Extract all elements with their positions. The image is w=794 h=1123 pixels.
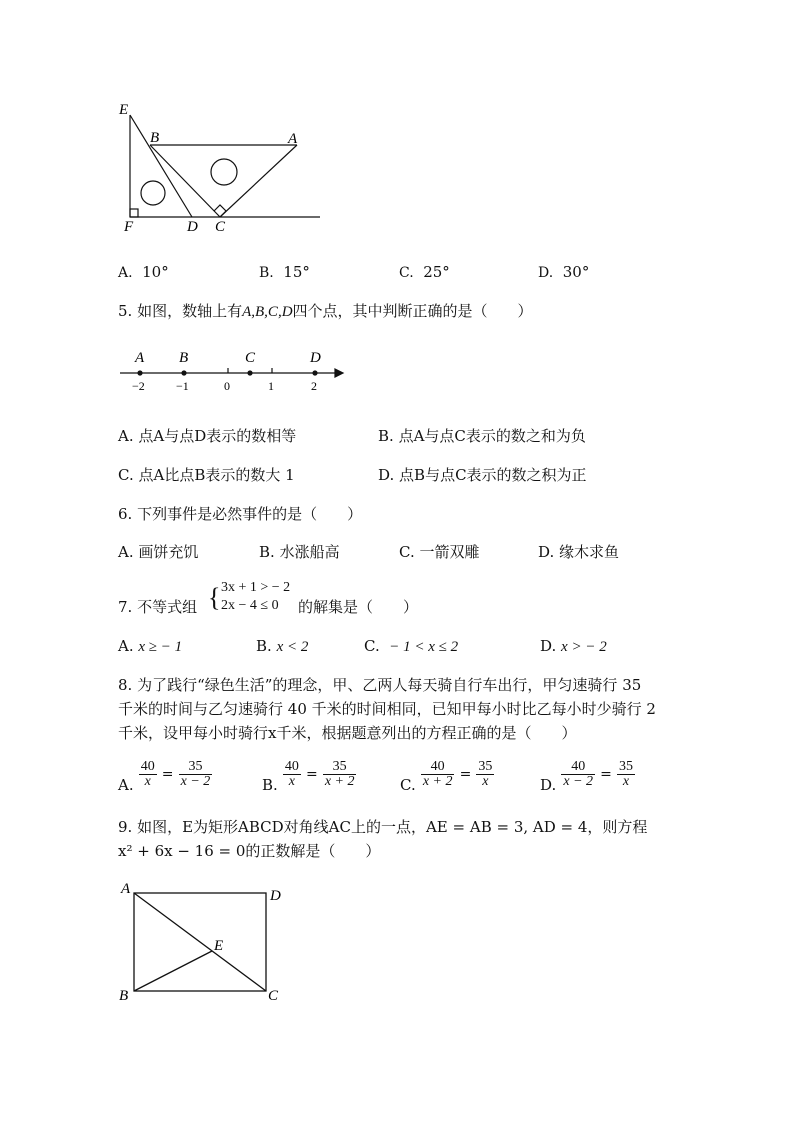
axis-arrow [335,369,343,377]
q4-option-c[interactable]: C. 25° [399,263,450,281]
q8-line3: 千米，设甲每小时骑行x千米，根据题意列出的方程正确的是（ ） [118,724,577,742]
label-d: D [187,219,198,235]
q6-option-a[interactable]: A. 画饼充饥 [118,543,199,561]
q7-ineq2: 2x − 4 ≤ 0 [221,598,279,613]
q9-line2: x² + 6x − 16 = 0的正数解是（ ） [118,842,381,860]
q5-option-b[interactable]: B. 点A与点C表示的数之和为负 [378,427,586,445]
q8-line1: 8. 为了践行“绿色生活”的理念，甲、乙两人每天骑自行车出行，甲匀速骑行 35 [118,676,642,694]
label-a: A [135,350,145,366]
q6-stem: 6. 下列事件是必然事件的是（ ） [118,505,363,523]
q8-option-a[interactable]: A. $\frac{40}{x}$ = $\frac{35}{x - 2}$ [118,759,211,794]
label-c: C [268,988,279,1004]
fraction-left: $\frac{40}{x - 2}$ [563,759,594,789]
label-c: C [215,219,226,235]
tick-label-neg1: −1 [176,379,189,393]
q5-option-d[interactable]: D. 点B与点C表示的数之积为正 [378,466,587,484]
q7-system [221,579,290,615]
q4-option-d[interactable]: D. 30° [538,263,590,281]
fraction-left: $\frac{40}{x}$ [284,759,299,789]
label-b: B [150,130,160,146]
point-b [181,370,186,375]
tick-label-2: 2 [311,379,317,393]
label-f: F [124,219,134,235]
q9-rectangle-figure [112,878,292,1006]
tick-label-neg2: −2 [132,379,145,393]
fraction-right: $\frac{35}{x}$ [478,759,493,789]
point-d [312,370,317,375]
segment-be [134,951,212,991]
q6-option-b[interactable]: B. 水涨船高 [259,543,340,561]
q6-option-d[interactable]: D. 缘木求鱼 [538,543,620,561]
label-d: D [310,350,321,366]
q7-number: 7. 不等式组 [118,598,198,616]
label-b: B [119,988,129,1004]
q8-option-c[interactable]: C. $\frac{40}{x + 2}$ = $\frac{35}{x}$ [400,759,493,794]
line-ac [220,145,297,217]
right-angle-f [130,209,138,217]
tick-label-0: 0 [224,379,230,393]
q7-option-a[interactable]: A. x ≥ − 1 [118,637,183,655]
number-line [115,345,345,395]
label-a: A [288,131,298,147]
label-b: B [179,350,189,366]
tick-label-1: 1 [268,379,274,393]
label-c: C [245,350,256,366]
circle-left [141,181,165,205]
q7-stem-post: 的解集是（ ） [298,598,419,616]
q8-line2: 千米的时间与乙匀速骑行 40 千米的时间相同，已知甲每小时比乙每小时少骑行 2 [118,700,656,718]
point-c [247,370,252,375]
q7-option-d[interactable]: D. x > − 2 [540,637,607,655]
q7-option-c[interactable]: C. − 1 < x ≤ 2 [364,637,459,655]
q5-option-c[interactable]: C. 点A比点B表示的数大 1 [118,466,295,484]
diagonal-ac [134,893,266,991]
label-d: D [270,888,281,904]
q8-option-d[interactable]: D. $\frac{40}{x - 2}$ = $\frac{35}{x}$ [540,759,633,794]
fraction-left: $\frac{40}{x}$ [140,759,155,789]
q4-figure [110,95,330,240]
q7-ineq1: 3x + 1 > − 2 [221,580,291,595]
circle-right [211,159,237,185]
q8-option-b[interactable]: B. $\frac{40}{x}$ = $\frac{35}{x + 2}$ [262,759,355,794]
q4-option-b[interactable]: B. 15° [259,263,310,281]
fraction-left: $\frac{40}{x + 2}$ [422,759,453,789]
q6-option-c[interactable]: C. 一箭双雕 [399,543,480,561]
right-angle-c [214,205,226,217]
q5-stem: 5. 如图，数轴上有A,B,C,D四个点，其中判断正确的是（ ） [118,302,533,320]
q5-option-a[interactable]: A. 点A与点D表示的数相等 [118,427,297,445]
q4-option-a[interactable]: A. 10° [118,263,169,281]
label-e: E [119,102,129,118]
label-e: E [214,938,224,954]
point-a [137,370,142,375]
fraction-right: $\frac{35}{x + 2}$ [324,759,355,789]
fraction-right: $\frac{35}{x - 2}$ [180,759,211,789]
q9-line1: 9. 如图，E为矩形ABCD对角线AC上的一点，AE = AB = 3, AD = 4，则方程 [118,818,648,836]
q7-option-b[interactable]: B. x < 2 [256,637,309,655]
fraction-right: $\frac{35}{x}$ [618,759,633,789]
label-a: A [121,881,131,897]
q7-brace: { [208,583,221,612]
